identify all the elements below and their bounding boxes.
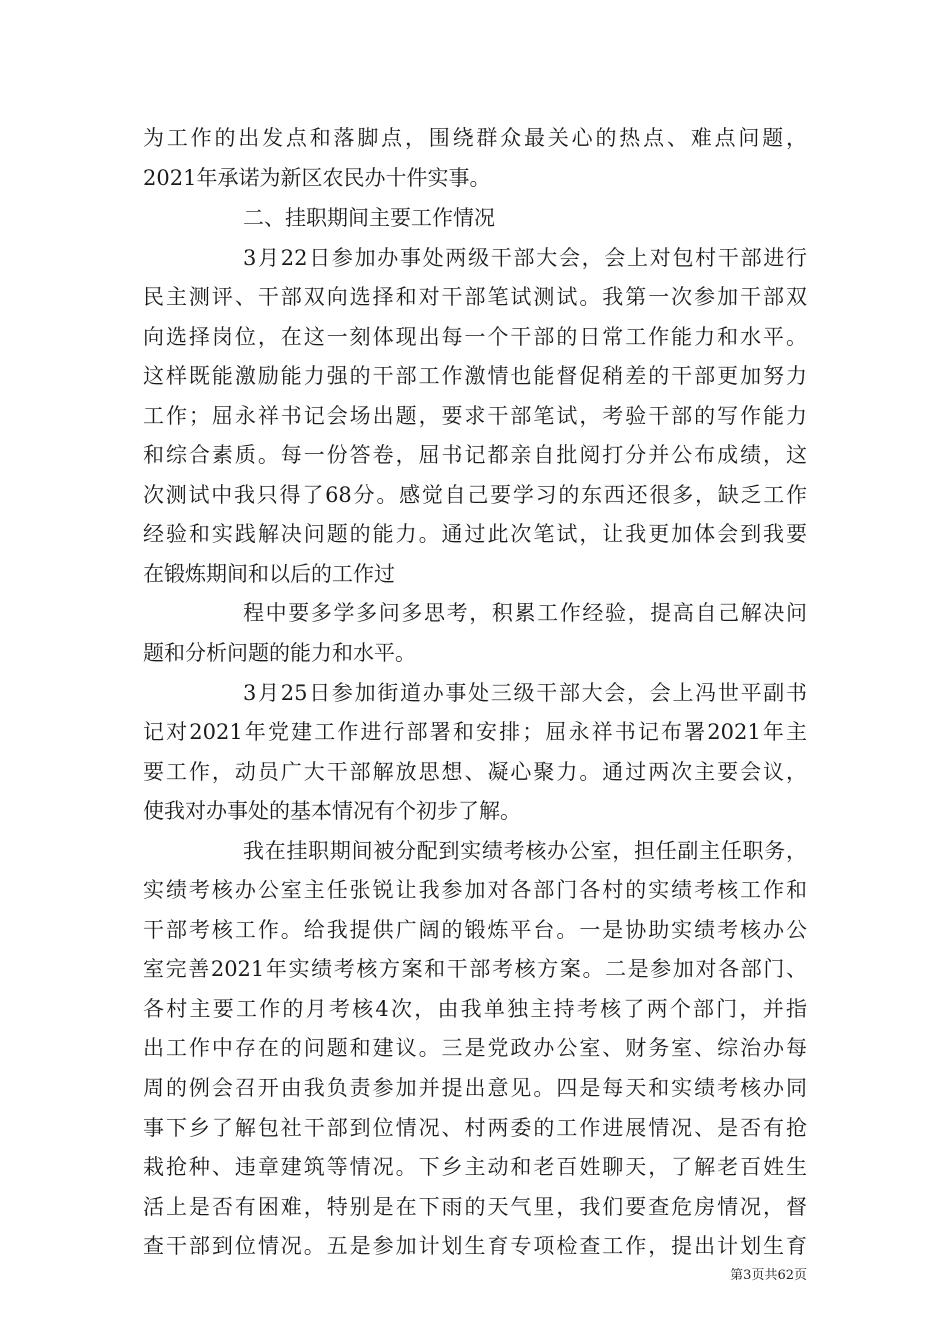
paragraph-line: 这样既能激励能力强的干部工作激情也能督促稍差的干部更加努力	[143, 364, 807, 388]
paragraph-line: 2021年承诺为新区农民办十件实事。	[143, 166, 491, 190]
page-number-footer: 第3页共62页	[730, 1268, 807, 1283]
paragraph-line: 3月22日参加办事处两级干部大会，会上对包村干部进行	[243, 246, 807, 270]
paragraph-line: 和综合素质。每一份答卷，屈书记都亲自批阅打分并公布成绩，这	[143, 443, 807, 467]
paragraph-line: 查干部到位情况。五是参加计划生育专项检查工作，提出计划生育	[143, 1234, 807, 1258]
paragraph-line: 3月25日参加街道办事处三级干部大会，会上冯世平副书	[243, 681, 807, 705]
paragraph-line: 各村主要工作的月考核4次，由我单独主持考核了两个部门，并指	[143, 997, 807, 1021]
paragraph-line: 经验和实践解决问题的能力。通过此次笔试，让我更加体会到我要	[143, 522, 807, 546]
paragraph-line: 栽抢种、违章建筑等情况。下乡主动和老百姓聊天，了解老百姓生	[143, 1155, 807, 1179]
paragraph-line: 我在挂职期间被分配到实绩考核办公室，担任副主任职务，	[243, 839, 807, 863]
paragraph-line: 工作；屈永祥书记会场出题，要求干部笔试，考验干部的写作能力	[143, 404, 807, 428]
paragraph-line: 周的例会召开由我负责参加并提出意见。四是每天和实绩考核办同	[143, 1076, 807, 1100]
section-heading: 二、挂职期间主要工作情况	[243, 206, 495, 230]
paragraph-line: 向选择岗位，在这一刻体现出每一个干部的日常工作能力和水平。	[143, 325, 807, 349]
paragraph-line: 干部考核工作。给我提供广阔的锻炼平台。一是协助实绩考核办公	[143, 918, 807, 942]
paragraph-line: 民主测评、干部双向选择和对干部笔试测试。我第一次参加干部双	[143, 285, 807, 309]
paragraph-line: 使我对办事处的基本情况有个初步了解。	[143, 799, 521, 823]
paragraph-line: 题和分析问题的能力和水平。	[143, 641, 416, 665]
paragraph-line: 为工作的出发点和落脚点，围绕群众最关心的热点、难点问题，	[143, 126, 807, 150]
paragraph-line: 记对2021年党建工作进行部署和安排；屈永祥书记布署2021年主	[143, 720, 807, 744]
paragraph-line: 事下乡了解包社干部到位情况、村两委的工作进展情况、是否有抢	[143, 1116, 807, 1140]
paragraph-line: 次测试中我只得了68分。感觉自己要学习的东西还很多，缺乏工作	[143, 483, 807, 507]
paragraph-line: 在锻炼期间和以后的工作过	[143, 562, 395, 586]
paragraph-line: 程中要多学多问多思考，积累工作经验，提高自己解决问	[243, 601, 807, 625]
paragraph-line: 出工作中存在的问题和建议。三是党政办公室、财务室、综治办每	[143, 1036, 807, 1060]
paragraph-line: 实绩考核办公室主任张锐让我参加对各部门各村的实绩考核工作和	[143, 878, 807, 902]
paragraph-line: 要工作，动员广大干部解放思想、凝心聚力。通过两次主要会议，	[143, 760, 807, 784]
paragraph-line: 活上是否有困难，特别是在下雨的天气里，我们要查危房情况，督	[143, 1195, 807, 1219]
paragraph-line: 室完善2021年实绩考核方案和干部考核方案。二是参加对各部门、	[143, 957, 807, 981]
